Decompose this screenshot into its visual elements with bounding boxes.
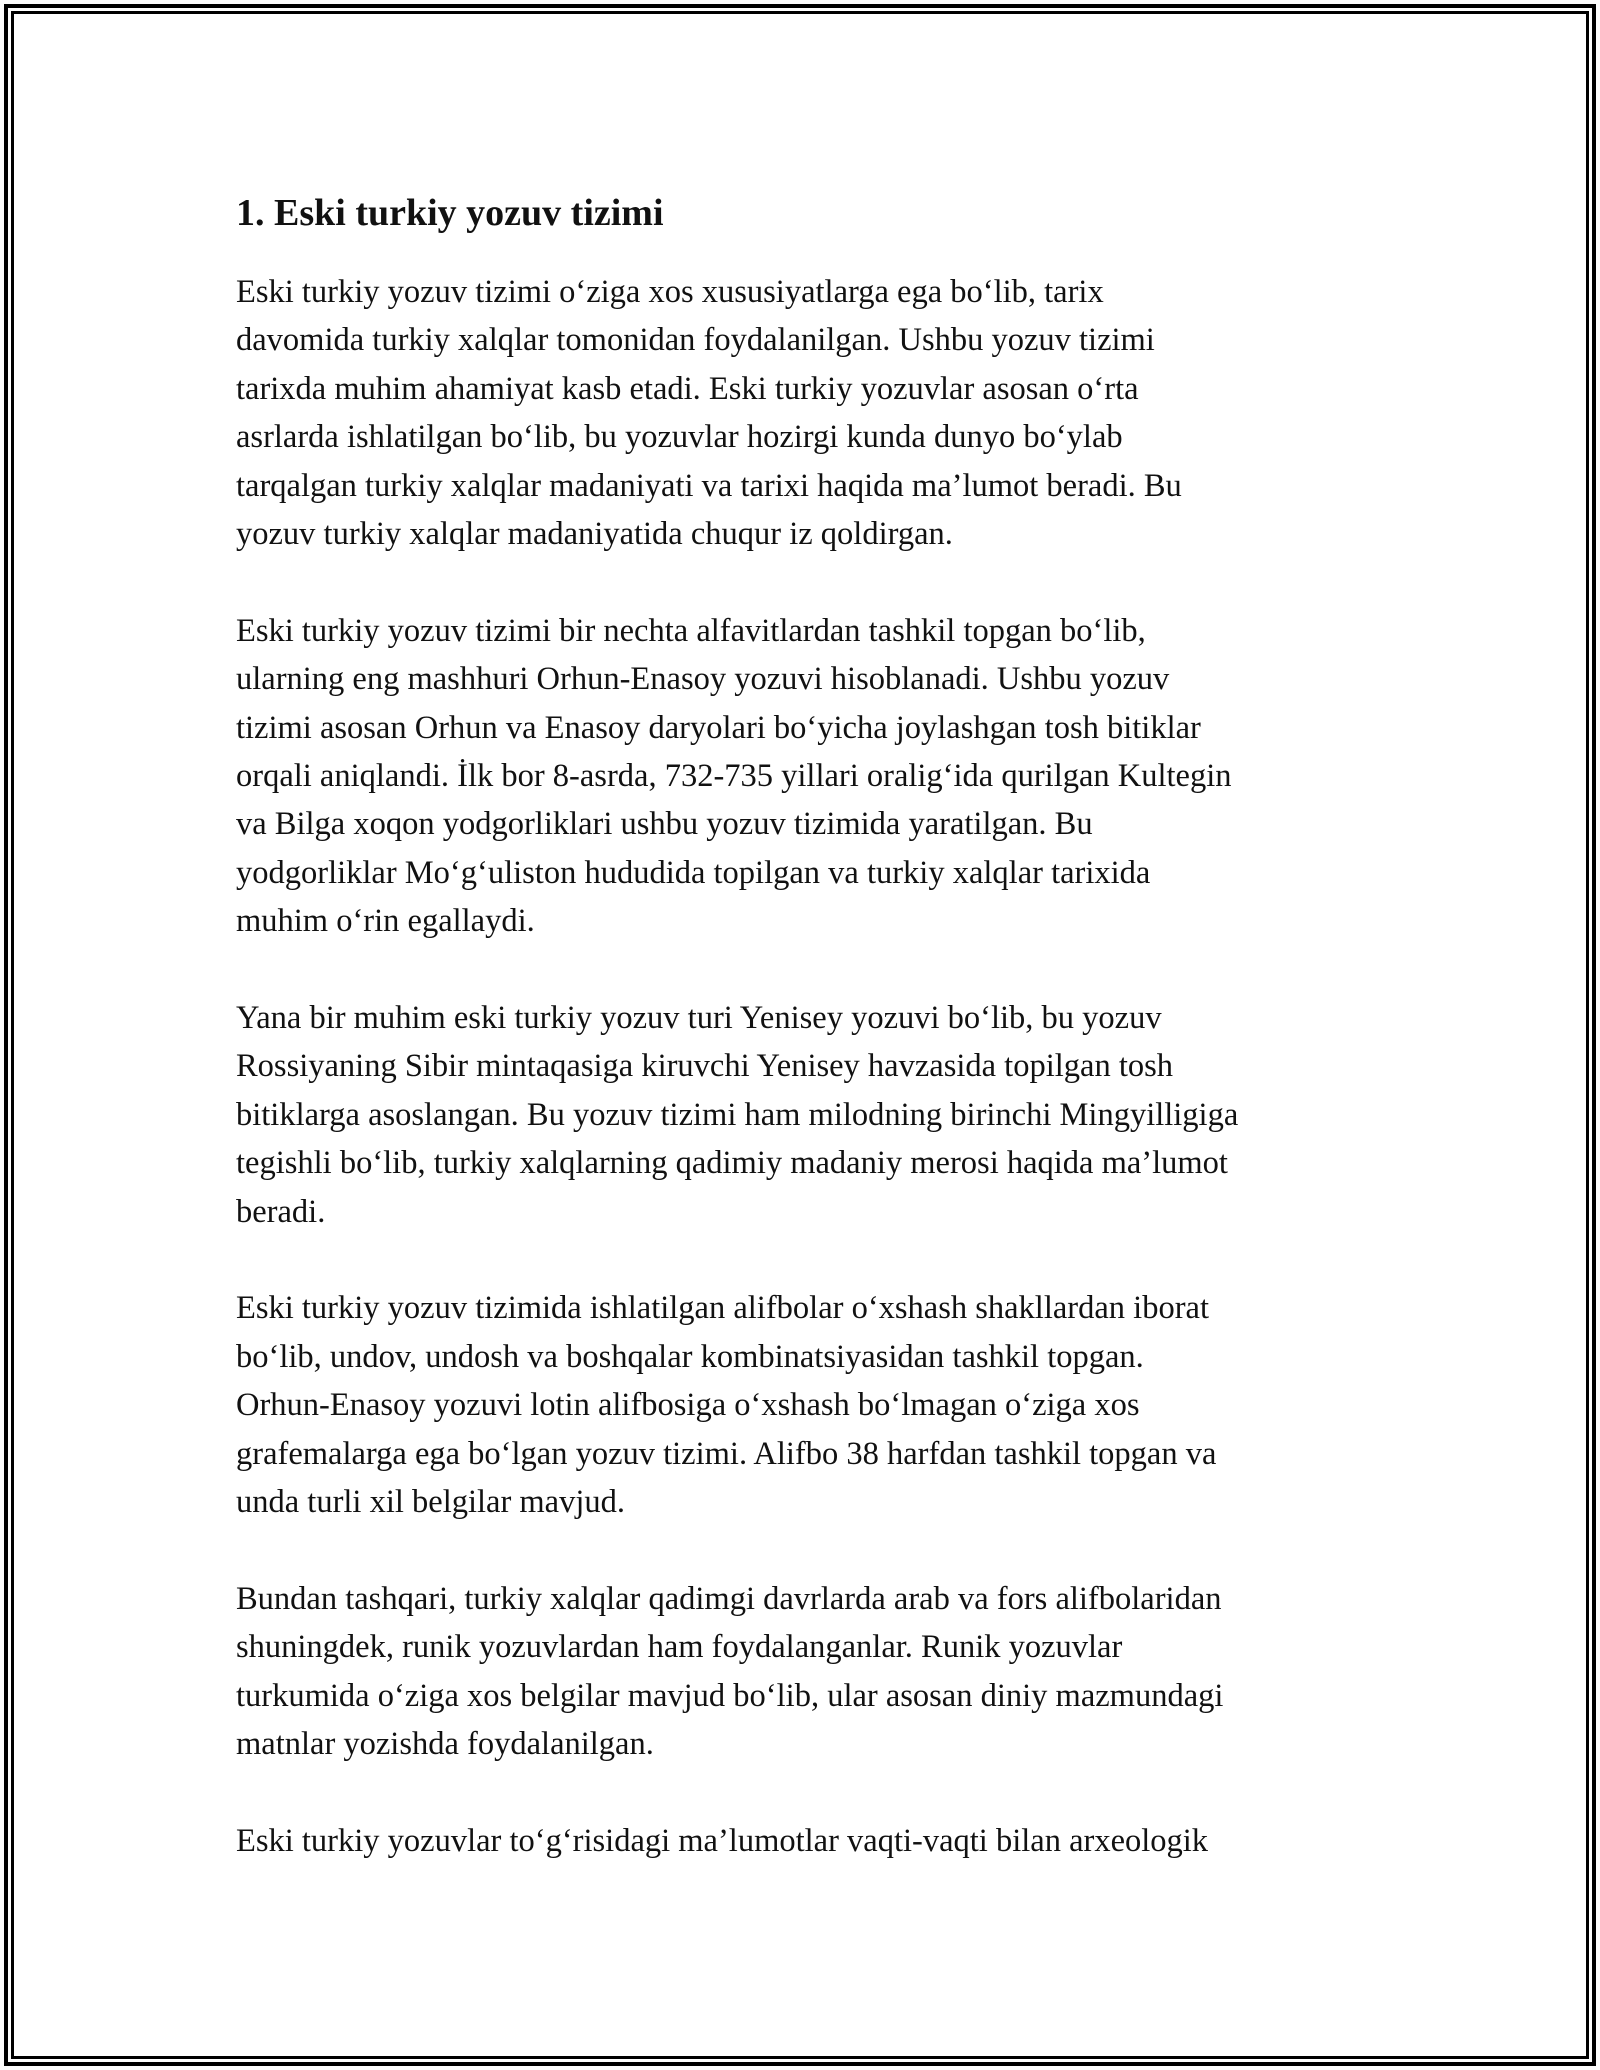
paragraph-2 (236, 607, 1376, 946)
text-line: Yana bir muhim eski turkiy yozuv turi Yenisey yozuvi bo‘lib, bu yozuv (236, 1000, 1162, 1037)
text-line: turkumida o‘ziga xos belgilar mavjud bo‘lib, ular asosan diniy mazmundagi (236, 1677, 1224, 1714)
text-line: va Bilga xoqon yodgorliklari ushbu yozuv tizimida yaratilgan. Bu (236, 806, 1093, 843)
paragraph-5 (236, 1575, 1376, 1769)
text-line: ularning eng mashhuri Orhun-Enasoy yozuvi hisoblanadi. Ushbu yozuv (236, 661, 1170, 698)
paragraph-1 (236, 268, 1376, 558)
text-line: tarixda muhim ahamiyat kasb etadi. Eski turkiy yozuvlar asosan o‘rta (236, 370, 1139, 407)
text-line: Bundan tashqari, turkiy xalqlar qadimgi davrlarda arab va fors alifbolaridan (236, 1580, 1222, 1617)
text-line: davomida turkiy xalqlar tomonidan foydalanilgan. Ushbu yozuv tizimi (236, 322, 1155, 359)
text-line: tegishli bo‘lib, turkiy xalqlarning qadimiy madaniy merosi haqida ma’lumot (236, 1145, 1228, 1182)
text-line: grafemalarga ega bo‘lgan yozuv tizimi. Alifbo 38 harfdan tashkil topgan va (236, 1435, 1217, 1472)
paragraph-6 (236, 1817, 1376, 1865)
section-heading: 1. Eski turkiy yozuv tizimi (236, 192, 664, 234)
text-line: Eski turkiy yozuv tizimida ishlatilgan alifbolar o‘xshash shakllardan iborat (236, 1290, 1209, 1327)
text-line: unda turli xil belgilar mavjud. (236, 1484, 626, 1521)
text-line: bitiklarga asoslangan. Bu yozuv tizimi ham milodning birinchi Mingyilligiga (236, 1096, 1239, 1133)
text-line: yozuv turkiy xalqlar madaniyatida chuqur iz qoldirgan. (236, 516, 953, 553)
text-line: yodgorliklar Mo‘g‘uliston hududida topilgan va turkiy xalqlar tarixida (236, 854, 1151, 891)
text-line: tizimi asosan Orhun va Enasoy daryolari bo‘yicha joylashgan tosh bitiklar (236, 709, 1201, 746)
text-line: beradi. (236, 1193, 326, 1230)
paragraph-3 (236, 994, 1376, 1236)
text-line: shuningdek, runik yozuvlardan ham foydalanganlar. Runik yozuvlar (236, 1629, 1123, 1666)
text-line: Rossiyaning Sibir mintaqasiga kiruvchi Yenisey havzasida topilgan tosh (236, 1048, 1173, 1085)
text-line: Orhun-Enasoy yozuvi lotin alifbosiga o‘xshash bo‘lmagan o‘ziga xos (236, 1387, 1140, 1424)
text-line: Eski turkiy yozuv tizimi o‘ziga xos xususiyatlarga ega bo‘lib, tarix (236, 274, 1104, 310)
text-line: bo‘lib, undov, undosh va boshqalar kombinatsiyasidan tashkil topgan. (236, 1338, 1144, 1375)
document-page (236, 188, 1376, 1914)
text-line: muhim o‘rin egallaydi. (236, 903, 535, 940)
text-line: asrlarda ishlatilgan bo‘lib, bu yozuvlar hozirgi kunda dunyo bo‘ylab (236, 419, 1123, 456)
text-line: Eski turkiy yozuv tizimi bir nechta alfavitlardan tashkil topgan bo‘lib, (236, 612, 1146, 649)
paragraph-4 (236, 1284, 1376, 1526)
text-line: orqali aniqlandi. İlk bor 8-asrda, 732-735 yillari oralig‘ida qurilgan Kultegin (236, 758, 1232, 795)
text-line: tarqalgan turkiy xalqlar madaniyati va tarixi haqida ma’lumot beradi. Bu (236, 467, 1182, 504)
text-line: matnlar yozishda foydalanilgan. (236, 1726, 654, 1763)
text-line: Eski turkiy yozuvlar to‘g‘risidagi ma’lumotlar vaqti-vaqti bilan arxeologik (236, 1822, 1209, 1859)
